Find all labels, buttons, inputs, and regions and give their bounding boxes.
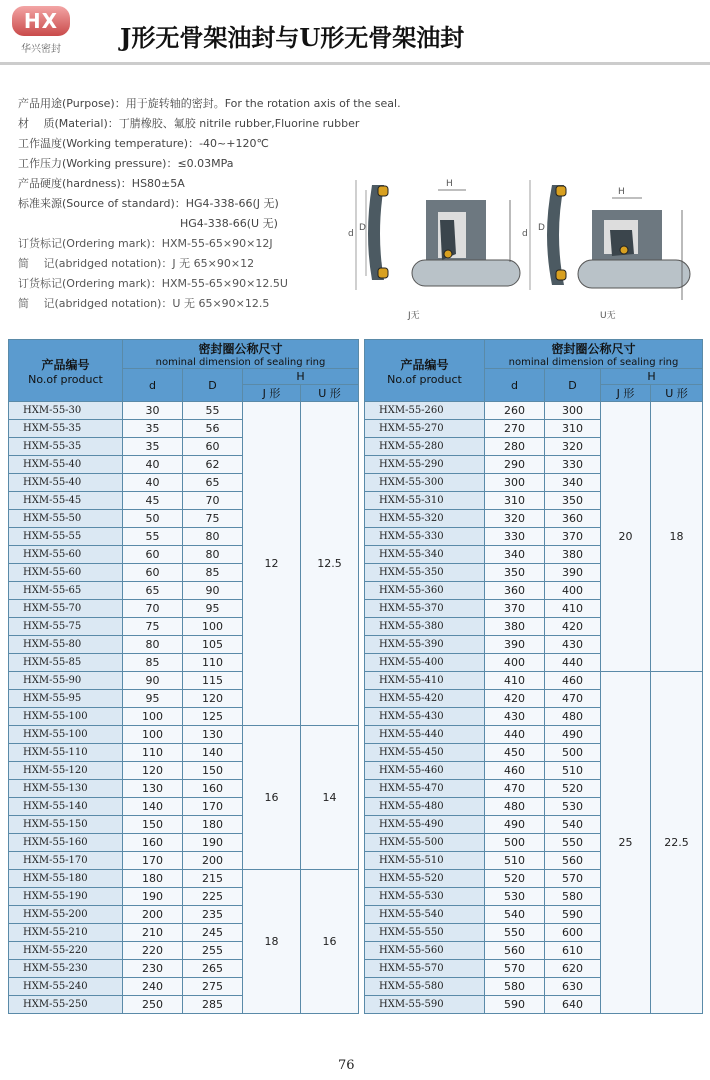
table-body [9, 402, 703, 1014]
outer-diameter-cell: 430 [545, 636, 601, 654]
inner-diameter-cell: 460 [485, 762, 545, 780]
product-code-cell: HXM-55-330 [365, 528, 485, 546]
inner-diameter-cell: 250 [123, 996, 183, 1014]
outer-diameter-cell: 160 [183, 780, 243, 798]
col-H-header-right: H [601, 369, 703, 385]
inner-diameter-cell: 220 [123, 942, 183, 960]
product-code-cell: HXM-55-55 [9, 528, 123, 546]
product-code-cell: HXM-55-580 [365, 978, 485, 996]
inner-diameter-cell: 55 [123, 528, 183, 546]
inner-diameter-cell: 510 [485, 852, 545, 870]
outer-diameter-cell: 56 [183, 420, 243, 438]
outer-diameter-cell: 285 [183, 996, 243, 1014]
inner-diameter-cell: 65 [123, 582, 183, 600]
outer-diameter-cell: 440 [545, 654, 601, 672]
outer-diameter-cell: 125 [183, 708, 243, 726]
outer-diameter-cell: 330 [545, 456, 601, 474]
col-U-header: U 形 [301, 385, 359, 402]
product-code-cell: HXM-55-220 [9, 942, 123, 960]
product-code-cell: HXM-55-35 [9, 420, 123, 438]
table-row [9, 726, 703, 744]
dimension-header-right [485, 340, 703, 369]
outer-diameter-cell: 90 [183, 582, 243, 600]
inner-diameter-cell: 470 [485, 780, 545, 798]
header-divider [0, 62, 710, 65]
inner-diameter-cell: 30 [123, 402, 183, 420]
inner-diameter-cell: 200 [123, 906, 183, 924]
product-code-cell: HXM-55-95 [9, 690, 123, 708]
dimension-header-en-right: nominal dimension of sealing ring [508, 357, 679, 368]
product-code-cell: HXM-55-300 [365, 474, 485, 492]
inner-diameter-cell: 340 [485, 546, 545, 564]
j-height-cell: 16 [243, 726, 301, 870]
j-seal-drawing [348, 179, 520, 321]
u-height-cell: 14 [301, 726, 359, 870]
product-code-cell: HXM-55-540 [365, 906, 485, 924]
outer-diameter-cell: 140 [183, 744, 243, 762]
outer-diameter-cell: 70 [183, 492, 243, 510]
dimension-header-en: nominal dimension of sealing ring [155, 357, 326, 368]
inner-diameter-cell: 40 [123, 474, 183, 492]
col-U-header-right: U 形 [651, 385, 703, 402]
product-code-cell: HXM-55-170 [9, 852, 123, 870]
product-code-cell: HXM-55-200 [9, 906, 123, 924]
inner-diameter-cell: 570 [485, 960, 545, 978]
inner-diameter-cell: 410 [485, 672, 545, 690]
inner-diameter-cell: 390 [485, 636, 545, 654]
inner-diameter-cell: 560 [485, 942, 545, 960]
product-no-header-right [365, 340, 485, 402]
product-code-cell: HXM-55-40 [9, 474, 123, 492]
product-code-cell: HXM-55-90 [9, 672, 123, 690]
inner-diameter-cell: 480 [485, 798, 545, 816]
product-code-cell: HXM-55-530 [365, 888, 485, 906]
inner-diameter-cell: 50 [123, 510, 183, 528]
product-no-header-en-right: No.of product [387, 372, 462, 386]
inner-diameter-cell: 170 [123, 852, 183, 870]
product-code-cell: HXM-55-240 [9, 978, 123, 996]
outer-diameter-cell: 80 [183, 546, 243, 564]
company-logo [6, 6, 76, 56]
outer-diameter-cell: 470 [545, 690, 601, 708]
inner-diameter-cell: 380 [485, 618, 545, 636]
j-height-cell: 25 [601, 672, 651, 1014]
u-seal-drawing [522, 180, 690, 321]
dimension-table [8, 339, 703, 1014]
product-code-cell: HXM-55-400 [365, 654, 485, 672]
inner-diameter-cell: 120 [123, 762, 183, 780]
outer-diameter-cell: 620 [545, 960, 601, 978]
inner-diameter-cell: 400 [485, 654, 545, 672]
outer-diameter-cell: 265 [183, 960, 243, 978]
col-d-header: d [123, 369, 183, 402]
inner-diameter-cell: 85 [123, 654, 183, 672]
inner-diameter-cell: 140 [123, 798, 183, 816]
inner-diameter-cell: 530 [485, 888, 545, 906]
header-row-1 [9, 340, 703, 369]
dimension-header-cn-right: 密封圈公称尺寸 [551, 342, 636, 356]
inner-diameter-cell: 180 [123, 870, 183, 888]
outer-diameter-cell: 310 [545, 420, 601, 438]
inner-diameter-cell: 270 [485, 420, 545, 438]
outer-diameter-cell: 55 [183, 402, 243, 420]
caption-u: U无 [600, 311, 616, 321]
product-code-cell: HXM-55-440 [365, 726, 485, 744]
inner-diameter-cell: 440 [485, 726, 545, 744]
product-code-cell: HXM-55-360 [365, 582, 485, 600]
ordering-mark-j: 订货标记(Ordering mark)：HXM-55-65×90×12J [18, 237, 273, 250]
inner-diameter-cell: 110 [123, 744, 183, 762]
inner-diameter-cell: 35 [123, 438, 183, 456]
outer-diameter-cell: 275 [183, 978, 243, 996]
inner-diameter-cell: 350 [485, 564, 545, 582]
inner-diameter-cell: 360 [485, 582, 545, 600]
d-label-u: d [522, 229, 528, 239]
u-height-cell: 22.5 [651, 672, 703, 1014]
product-code-cell: HXM-55-35 [9, 438, 123, 456]
product-code-cell: HXM-55-130 [9, 780, 123, 798]
outer-diameter-cell: 245 [183, 924, 243, 942]
product-code-cell: HXM-55-460 [365, 762, 485, 780]
inner-diameter-cell: 40 [123, 456, 183, 474]
product-code-cell: HXM-55-210 [9, 924, 123, 942]
product-code-cell: HXM-55-470 [365, 780, 485, 798]
inner-diameter-cell: 450 [485, 744, 545, 762]
dimension-header-cn: 密封圈公称尺寸 [198, 342, 283, 356]
outer-diameter-cell: 520 [545, 780, 601, 798]
outer-diameter-cell: 120 [183, 690, 243, 708]
outer-diameter-cell: 630 [545, 978, 601, 996]
inner-diameter-cell: 210 [123, 924, 183, 942]
outer-diameter-cell: 60 [183, 438, 243, 456]
outer-diameter-cell: 225 [183, 888, 243, 906]
product-code-cell: HXM-55-120 [9, 762, 123, 780]
product-code-cell: HXM-55-65 [9, 582, 123, 600]
outer-diameter-cell: 540 [545, 816, 601, 834]
inner-diameter-cell: 310 [485, 492, 545, 510]
outer-diameter-cell: 640 [545, 996, 601, 1014]
outer-diameter-cell: 490 [545, 726, 601, 744]
product-code-cell: HXM-55-150 [9, 816, 123, 834]
product-code-cell: HXM-55-350 [365, 564, 485, 582]
inner-diameter-cell: 280 [485, 438, 545, 456]
inner-diameter-cell: 580 [485, 978, 545, 996]
product-code-cell: HXM-55-250 [9, 996, 123, 1014]
caption-j: J无 [408, 311, 420, 321]
product-code-cell: HXM-55-270 [365, 420, 485, 438]
spec-temperature: 工作温度(Working temperature)：-40~+120℃ [18, 137, 269, 150]
outer-diameter-cell: 190 [183, 834, 243, 852]
j-height-cell: 20 [601, 402, 651, 672]
outer-diameter-cell: 380 [545, 546, 601, 564]
inner-diameter-cell: 330 [485, 528, 545, 546]
inner-diameter-cell: 90 [123, 672, 183, 690]
spec-pressure: 工作压力(Working pressure)：≤0.03MPa [18, 157, 234, 170]
product-code-cell: HXM-55-140 [9, 798, 123, 816]
table-row [9, 402, 703, 420]
product-code-cell: HXM-55-80 [9, 636, 123, 654]
product-code-cell: HXM-55-510 [365, 852, 485, 870]
inner-diameter-cell: 240 [123, 978, 183, 996]
outer-diameter-cell: 580 [545, 888, 601, 906]
page-number: 76 [338, 1058, 355, 1073]
outer-diameter-cell: 200 [183, 852, 243, 870]
product-code-cell: HXM-55-570 [365, 960, 485, 978]
ordering-mark-u: 订货标记(Ordering mark)：HXM-55-65×90×12.5U [18, 277, 288, 290]
dimension-header [123, 340, 359, 369]
product-code-cell: HXM-55-520 [365, 870, 485, 888]
outer-diameter-cell: 130 [183, 726, 243, 744]
spec-standard-j: 标准来源(Source of standard)：HG4-338-66(J 无) [18, 197, 279, 210]
outer-diameter-cell: 100 [183, 618, 243, 636]
outer-diameter-cell: 410 [545, 600, 601, 618]
product-code-cell: HXM-55-40 [9, 456, 123, 474]
product-code-cell: HXM-55-590 [365, 996, 485, 1014]
product-code-cell: HXM-55-290 [365, 456, 485, 474]
product-code-cell: HXM-55-310 [365, 492, 485, 510]
d-label-j: d [348, 229, 354, 239]
outer-diameter-cell: 500 [545, 744, 601, 762]
product-code-cell: HXM-55-430 [365, 708, 485, 726]
inner-diameter-cell: 500 [485, 834, 545, 852]
col-D-header-right: D [545, 369, 601, 402]
col-d-header-right: d [485, 369, 545, 402]
spec-material: 材 质(Material)：丁腈橡胶、氟胶 nitrile rubber,Fluorine rubber [18, 117, 360, 130]
table-row [9, 870, 703, 888]
product-no-header-cn-right: 产品编号 [400, 357, 449, 372]
inner-diameter-cell: 590 [485, 996, 545, 1014]
outer-diameter-cell: 110 [183, 654, 243, 672]
inner-diameter-cell: 45 [123, 492, 183, 510]
outer-diameter-cell: 95 [183, 600, 243, 618]
outer-diameter-cell: 530 [545, 798, 601, 816]
product-code-cell: HXM-55-60 [9, 546, 123, 564]
j-height-cell: 12 [243, 402, 301, 726]
outer-diameter-cell: 400 [545, 582, 601, 600]
product-code-cell: HXM-55-85 [9, 654, 123, 672]
product-code-cell: HXM-55-500 [365, 834, 485, 852]
outer-diameter-cell: 80 [183, 528, 243, 546]
inner-diameter-cell: 60 [123, 546, 183, 564]
outer-diameter-cell: 600 [545, 924, 601, 942]
inner-diameter-cell: 490 [485, 816, 545, 834]
inner-diameter-cell: 100 [123, 726, 183, 744]
j-height-cell: 18 [243, 870, 301, 1014]
outer-diameter-cell: 510 [545, 762, 601, 780]
seal-diagram [342, 150, 702, 330]
spec-purpose: 产品用途(Purpose)：用于旋转轴的密封。For the rotation axis of the seal. [18, 97, 401, 110]
inner-diameter-cell: 75 [123, 618, 183, 636]
inner-diameter-cell: 70 [123, 600, 183, 618]
outer-diameter-cell: 350 [545, 492, 601, 510]
logo-badge: HX [12, 6, 70, 36]
inner-diameter-cell: 420 [485, 690, 545, 708]
spec-standard-u: HG4-338-66(U 无) [180, 217, 278, 230]
outer-diameter-cell: 550 [545, 834, 601, 852]
inner-diameter-cell: 60 [123, 564, 183, 582]
inner-diameter-cell: 95 [123, 690, 183, 708]
product-code-cell: HXM-55-45 [9, 492, 123, 510]
col-J-header: J 形 [243, 385, 301, 402]
D-label-j: D [359, 223, 366, 233]
outer-diameter-cell: 460 [545, 672, 601, 690]
inner-diameter-cell: 130 [123, 780, 183, 798]
outer-diameter-cell: 560 [545, 852, 601, 870]
product-code-cell: HXM-55-420 [365, 690, 485, 708]
outer-diameter-cell: 610 [545, 942, 601, 960]
product-no-header-en: No.of product [28, 372, 103, 386]
inner-diameter-cell: 370 [485, 600, 545, 618]
outer-diameter-cell: 85 [183, 564, 243, 582]
outer-diameter-cell: 480 [545, 708, 601, 726]
inner-diameter-cell: 100 [123, 708, 183, 726]
product-code-cell: HXM-55-380 [365, 618, 485, 636]
product-no-header [9, 340, 123, 402]
product-no-header-cn: 产品编号 [41, 357, 90, 372]
outer-diameter-cell: 320 [545, 438, 601, 456]
product-code-cell: HXM-55-60 [9, 564, 123, 582]
inner-diameter-cell: 230 [123, 960, 183, 978]
product-code-cell: HXM-55-560 [365, 942, 485, 960]
outer-diameter-cell: 255 [183, 942, 243, 960]
outer-diameter-cell: 300 [545, 402, 601, 420]
inner-diameter-cell: 320 [485, 510, 545, 528]
outer-diameter-cell: 590 [545, 906, 601, 924]
inner-diameter-cell: 550 [485, 924, 545, 942]
product-code-cell: HXM-55-490 [365, 816, 485, 834]
outer-diameter-cell: 75 [183, 510, 243, 528]
outer-diameter-cell: 390 [545, 564, 601, 582]
outer-diameter-cell: 150 [183, 762, 243, 780]
outer-diameter-cell: 420 [545, 618, 601, 636]
product-code-cell: HXM-55-160 [9, 834, 123, 852]
outer-diameter-cell: 360 [545, 510, 601, 528]
product-code-cell: HXM-55-230 [9, 960, 123, 978]
outer-diameter-cell: 62 [183, 456, 243, 474]
outer-diameter-cell: 235 [183, 906, 243, 924]
u-height-cell: 12.5 [301, 402, 359, 726]
product-code-cell: HXM-55-180 [9, 870, 123, 888]
outer-diameter-cell: 105 [183, 636, 243, 654]
inner-diameter-cell: 150 [123, 816, 183, 834]
inner-diameter-cell: 540 [485, 906, 545, 924]
outer-diameter-cell: 370 [545, 528, 601, 546]
inner-diameter-cell: 80 [123, 636, 183, 654]
u-height-cell: 18 [651, 402, 703, 672]
col-J-header-right: J 形 [601, 385, 651, 402]
product-code-cell: HXM-55-100 [9, 708, 123, 726]
abridged-notation-j: 简 记(abridged notation)：J 无 65×90×12 [18, 257, 255, 270]
product-code-cell: HXM-55-260 [365, 402, 485, 420]
inner-diameter-cell: 430 [485, 708, 545, 726]
outer-diameter-cell: 215 [183, 870, 243, 888]
outer-diameter-cell: 115 [183, 672, 243, 690]
col-D-header: D [183, 369, 243, 402]
product-code-cell: HXM-55-70 [9, 600, 123, 618]
outer-diameter-cell: 340 [545, 474, 601, 492]
h-label-u: H [618, 187, 625, 197]
product-code-cell: HXM-55-450 [365, 744, 485, 762]
product-code-cell: HXM-55-190 [9, 888, 123, 906]
page-title: J形无骨架油封与U形无骨架油封 [120, 23, 465, 52]
product-code-cell: HXM-55-370 [365, 600, 485, 618]
logo-subtitle: 华兴密封 [21, 44, 61, 55]
inner-diameter-cell: 35 [123, 420, 183, 438]
product-code-cell: HXM-55-110 [9, 744, 123, 762]
product-code-cell: HXM-55-390 [365, 636, 485, 654]
inner-diameter-cell: 160 [123, 834, 183, 852]
spec-hardness: 产品硬度(hardness)：HS80±5A [18, 177, 185, 190]
abridged-notation-u: 简 记(abridged notation)：U 无 65×90×12.5 [18, 297, 270, 310]
inner-diameter-cell: 190 [123, 888, 183, 906]
inner-diameter-cell: 260 [485, 402, 545, 420]
D-label-u: D [538, 223, 545, 233]
product-code-cell: HXM-55-410 [365, 672, 485, 690]
product-code-cell: HXM-55-100 [9, 726, 123, 744]
product-code-cell: HXM-55-340 [365, 546, 485, 564]
outer-diameter-cell: 170 [183, 798, 243, 816]
inner-diameter-cell: 520 [485, 870, 545, 888]
outer-diameter-cell: 570 [545, 870, 601, 888]
product-code-cell: HXM-55-280 [365, 438, 485, 456]
col-H-header: H [243, 369, 359, 385]
outer-diameter-cell: 180 [183, 816, 243, 834]
h-label-j: H [446, 179, 453, 189]
product-code-cell: HXM-55-75 [9, 618, 123, 636]
outer-diameter-cell: 65 [183, 474, 243, 492]
product-code-cell: HXM-55-50 [9, 510, 123, 528]
product-code-cell: HXM-55-320 [365, 510, 485, 528]
product-code-cell: HXM-55-550 [365, 924, 485, 942]
u-height-cell: 16 [301, 870, 359, 1014]
product-code-cell: HXM-55-30 [9, 402, 123, 420]
inner-diameter-cell: 300 [485, 474, 545, 492]
product-code-cell: HXM-55-480 [365, 798, 485, 816]
inner-diameter-cell: 290 [485, 456, 545, 474]
